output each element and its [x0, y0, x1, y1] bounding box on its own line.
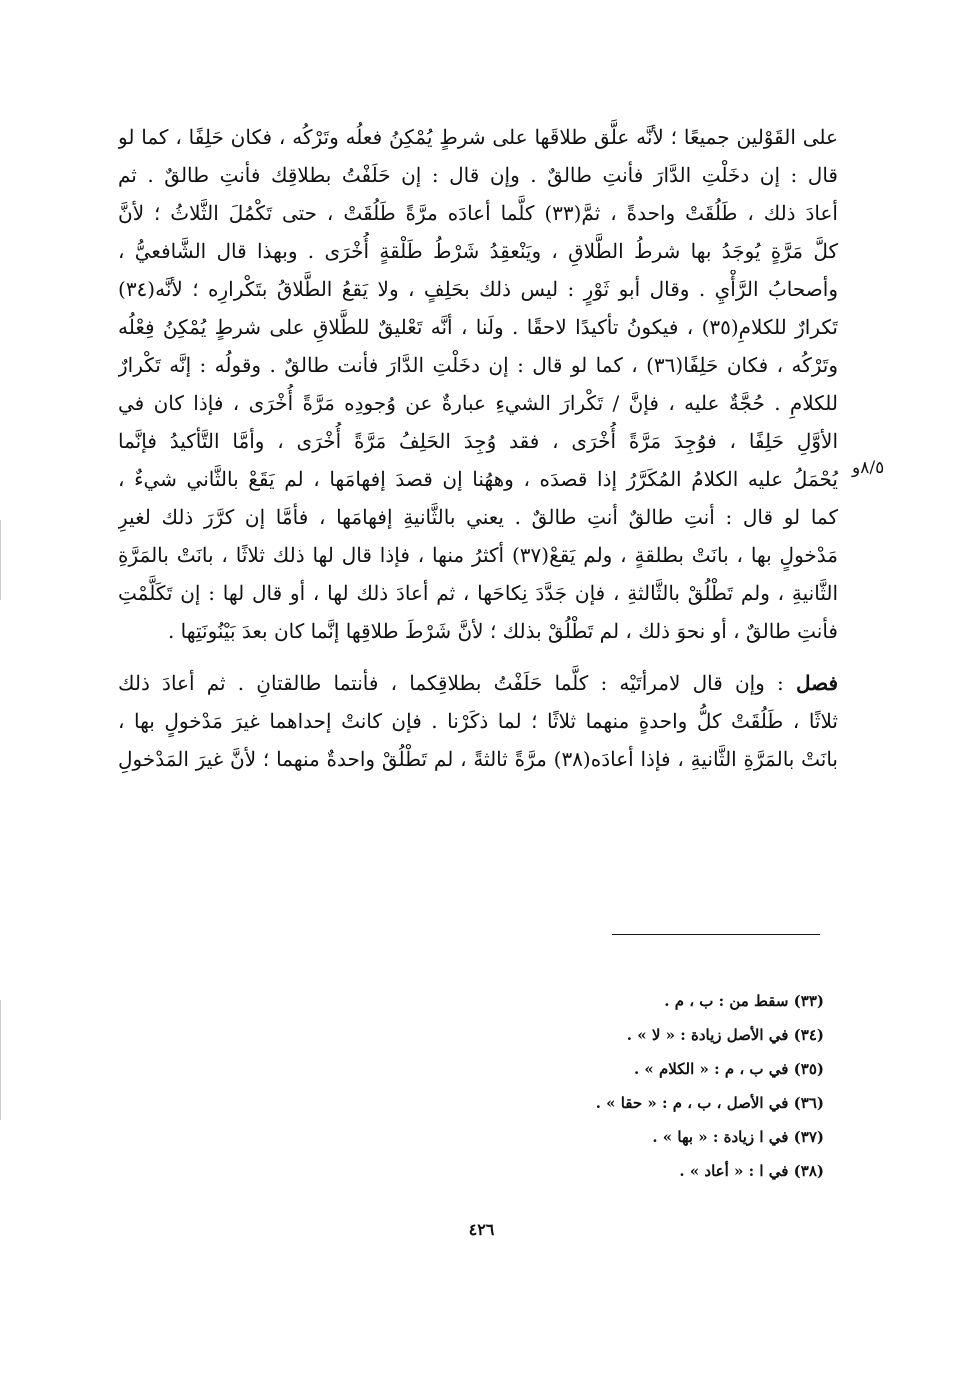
text-line: ثلاثًا ، طَلُقَتْ كلُّ واحدةٍ منهما ثلاثًا ؛ لما ذكَرْنا . فإن كانتْ إحداهما غيرَ مَدْخولٍ بها ، [118, 709, 838, 733]
section-heading: فصل [795, 671, 838, 695]
main-text [118, 118, 838, 778]
text-line: للكلامِ . حُجَّةٌ عليه ، فإنَّ / تَكْرارَ الشيءِ عبارةٌ عن وُجودِه مَرَّةً أُخْرَى ، فإذا كان في [118, 391, 838, 415]
text-line: وأصحابُ الرَّأْيِ . وقال أبو ثَوْرٍ : ليس ذلك بحَلِفٍ ، ولا يَقعُ الطَّلاقُ بتَكْرارِه ؛ لأنَّه(٣٤) [118, 277, 838, 301]
margin-folio-note: ٨/٥و [852, 458, 885, 478]
section-first-line [118, 664, 838, 702]
text-line: يُحْمَلُ عليه الكلامُ المُكَرَّرُ إذا قصدَه ، وههُنا إن قصدَ إفهامَها ، لم يَقَعْ بالثَّاني شيءٌ ، [118, 467, 838, 491]
text-line: الثَّانيةِ ، ولم تَطْلُقْ بالثَّالثةِ ، فإن جَدَّدَ نِكاحَها ، ثم أعادَ ذلك لها ، أو قال لها : إن تَكَلَّمْتِ [118, 581, 838, 605]
text-line: وتَرْكُه ، فكان حَلِفًا(٣٦) ، كما لو قال : إن دخَلْتِ الدَّارَ فأنت طالقٌ . وقولُه : إنَّه تَكْرارٌ [118, 353, 838, 377]
text-line: كما لو قال : أنتِ طالقٌ أنتِ طالقٌ . يعني بالثَّانيةِ إفهامَها ، فأمَّا إن كرَّرَ ذلك لغيرِ [118, 505, 838, 529]
scan-edge-mark [0, 520, 1, 600]
footnote: (٣٧) في ا زيادة : « بها » . [652, 1128, 824, 1146]
text-line: الأوَّلِ حَلِفًا ، فوُجِدَ مَرَّةً أُخْرَى ، فقد وُجِدَ الحَلِفُ مَرَّةً أُخْرَى ، وأمَّا التَّأكيدُ فإنَّما [118, 429, 838, 453]
text-line: قال : إن دخَلْتِ الدَّارَ فأنتِ طالقٌ . وإن قال : إن حَلَفْتُ بطلاقِك فأنتِ طالقٌ . ثم [118, 163, 838, 187]
footnotes [596, 984, 824, 1188]
text-line: أعادَ ذلك ، طَلُقَتْ واحدةً ، ثمَّ(٣٣) كلَّما أعادَه مرَّةً طَلُقَتْ ، حتى تَكْمُلَ الثَّلاثُ ؛ لأنَّ [118, 201, 838, 225]
footnote: (٣٦) في الأصل ، ب ، م : « حقا » . [595, 1094, 824, 1112]
text-line: فأنتِ طالقٌ ، أو نحوَ ذلك ، لم تَطْلُقْ بذلك ؛ لأنَّ شَرْطَ طلاقِها إنَّما كان بعدَ بَيْنُونَتِها . [167, 619, 838, 643]
footnote: (٣٥) في ب ، م : « الكلام » . [633, 1060, 824, 1078]
footnote: (٣٣) سقط من : ب ، م . [664, 992, 824, 1010]
page-number: ٤٢٦ [468, 1220, 495, 1239]
footnote: (٣٨) في ا : « أعاد » . [679, 1162, 824, 1180]
text-line: تَكرارٌ للكلامِ(٣٥) ، فيكونُ تأكيدًا لاحقًا . ولَنا ، أنَّه تَعْليقٌ للطَّلاقِ على شرطٍ يُمْكِنُ فِعْلُه [118, 315, 838, 339]
text-line: كلَّ مَرَّةٍ يُوجَدُ بها شرطُ الطَّلاقِ ، ويَنْعقِدُ شَرْطُ طَلْقةٍ أُخْرَى . وبهذا قال الشَّافعيُّ ، [118, 239, 838, 263]
text-line: مَدْخولٍ بها ، بانَتْ بطلقةٍ ، ولم يَقعْ(٣٧) أكثرُ منها ، فإذا قال لها ذلك ثلاثًا ، بانَتْ بالمَرَّةِ [118, 543, 838, 567]
text-line: بانَتْ بالمَرَّةِ الثَّانيةِ ، فإذا أعادَه(٣٨) مرَّةً ثالثةً ، لم تَطْلُقْ واحدةٌ منهما ؛ لأنَّ غيرَ المَدْخولِ [118, 747, 838, 771]
paragraph-gap [118, 650, 838, 664]
footnote-divider [612, 934, 820, 935]
text-line: على القَوْلين جميعًا ؛ لأنَّه علَّق طلاقَها على شرطٍ يُمْكِنُ فعلُه وتَرْكُه ، فكان حَلِفًا ، كما لو [118, 125, 838, 149]
footnote: (٣٤) في الأصل زيادة : « لا » . [626, 1026, 824, 1044]
section-first-line-text: : وإن قال لامرأتَيْه : كلَّما حَلَفْتُ بطلاقِكما ، فأنتما طالقتانِ . ثم أعادَ ذلك [118, 671, 784, 695]
scan-edge-mark [0, 1000, 1, 1120]
